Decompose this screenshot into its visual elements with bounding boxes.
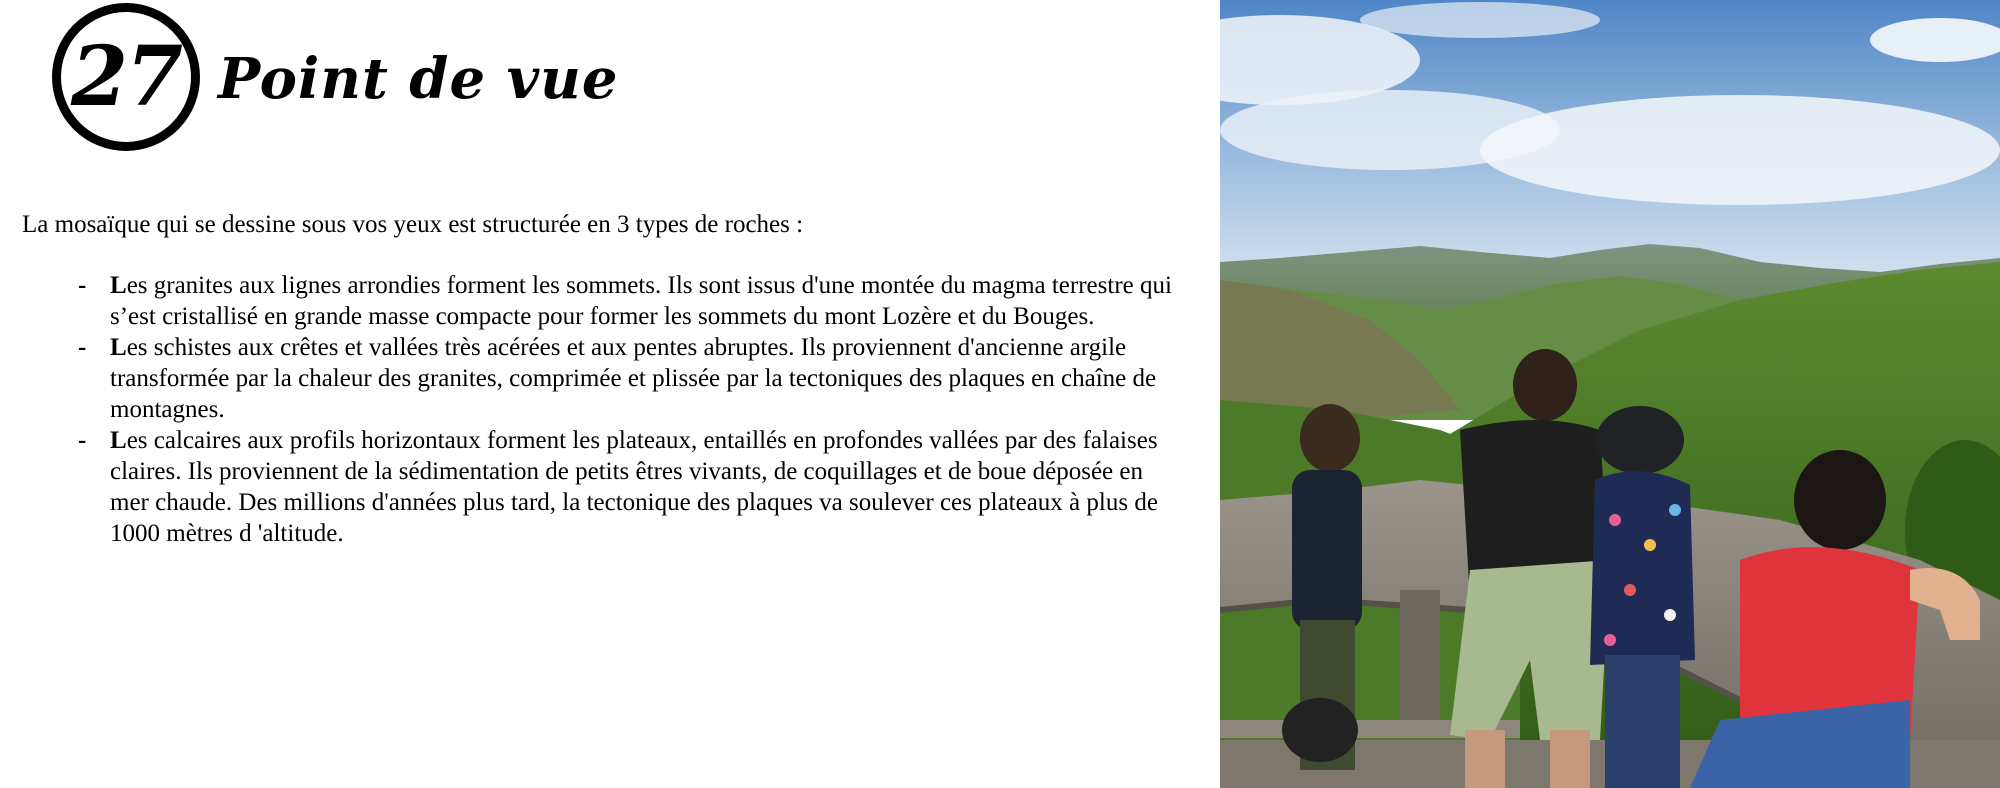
heart-pattern: [1669, 504, 1681, 516]
list-bullet: -: [78, 427, 87, 454]
helmet-held: [1282, 698, 1358, 762]
landscape-illustration: [1220, 0, 2000, 788]
child-legs: [1465, 730, 1505, 788]
heart-pattern: [1664, 609, 1676, 621]
list-bullet: -: [78, 272, 87, 299]
list-item-text: es granites aux lignes arrondies forment les sommets. Ils sont issus d'une montée du magma terrestre qui s’est cristallisé en grande masse compacte pour former les sommets du mont Lozère et du Bouges.: [110, 272, 1172, 330]
child-head: [1513, 349, 1577, 421]
intro-paragraph: La mosaïque qui se dessine sous vos yeux est structurée en 3 types de roches :: [22, 211, 804, 238]
child-head: [1300, 404, 1360, 472]
list-bullet: -: [78, 334, 87, 361]
page-title: Point de vue: [218, 46, 619, 112]
drop-letter: L: [110, 427, 127, 454]
child-shirt: [1292, 470, 1362, 630]
heart-pattern: [1604, 634, 1616, 646]
list-item-text: es calcaires aux profils horizontaux forment les plateaux, entaillés en profondes vallées par des falaises claires. Ils proviennent de la sédimentation de petits êtres vivants, de coquillages et de boue déposée en mer chaude. Des millions d'années plus tard, la tectonique des plaques va soulever ces plateaux à plus de 1000 mètres d 'altitude.: [110, 427, 1158, 547]
drop-letter: L: [110, 334, 127, 361]
heart-pattern: [1609, 514, 1621, 526]
list-item-text: es schistes aux crêtes et vallées très acérées et aux pentes abruptes. Ils proviennent d'ancienne argile transformée par la chaleur des granites, comprimée et plissée par la tectoniques des plaques en chaîne de montagnes.: [110, 334, 1157, 423]
cloud: [1360, 2, 1600, 38]
list-item-granites: [0, 270, 1185, 332]
heart-pattern: [1624, 584, 1636, 596]
page-header: [52, 4, 618, 150]
table-post: [1400, 590, 1440, 730]
riding-helmet: [1596, 406, 1684, 474]
list-item-calcaires: [0, 425, 1185, 549]
child-legs: [1550, 730, 1590, 788]
list-item-schistes: [0, 332, 1185, 425]
rock-types-list: [0, 270, 1185, 549]
child-jeans: [1605, 655, 1680, 788]
viewpoint-photo: [1220, 0, 2000, 788]
child-head: [1794, 450, 1886, 550]
stop-number-badge: 27: [52, 3, 200, 151]
cloud: [1480, 95, 2000, 205]
heart-pattern: [1644, 539, 1656, 551]
drop-letter: L: [110, 272, 127, 299]
